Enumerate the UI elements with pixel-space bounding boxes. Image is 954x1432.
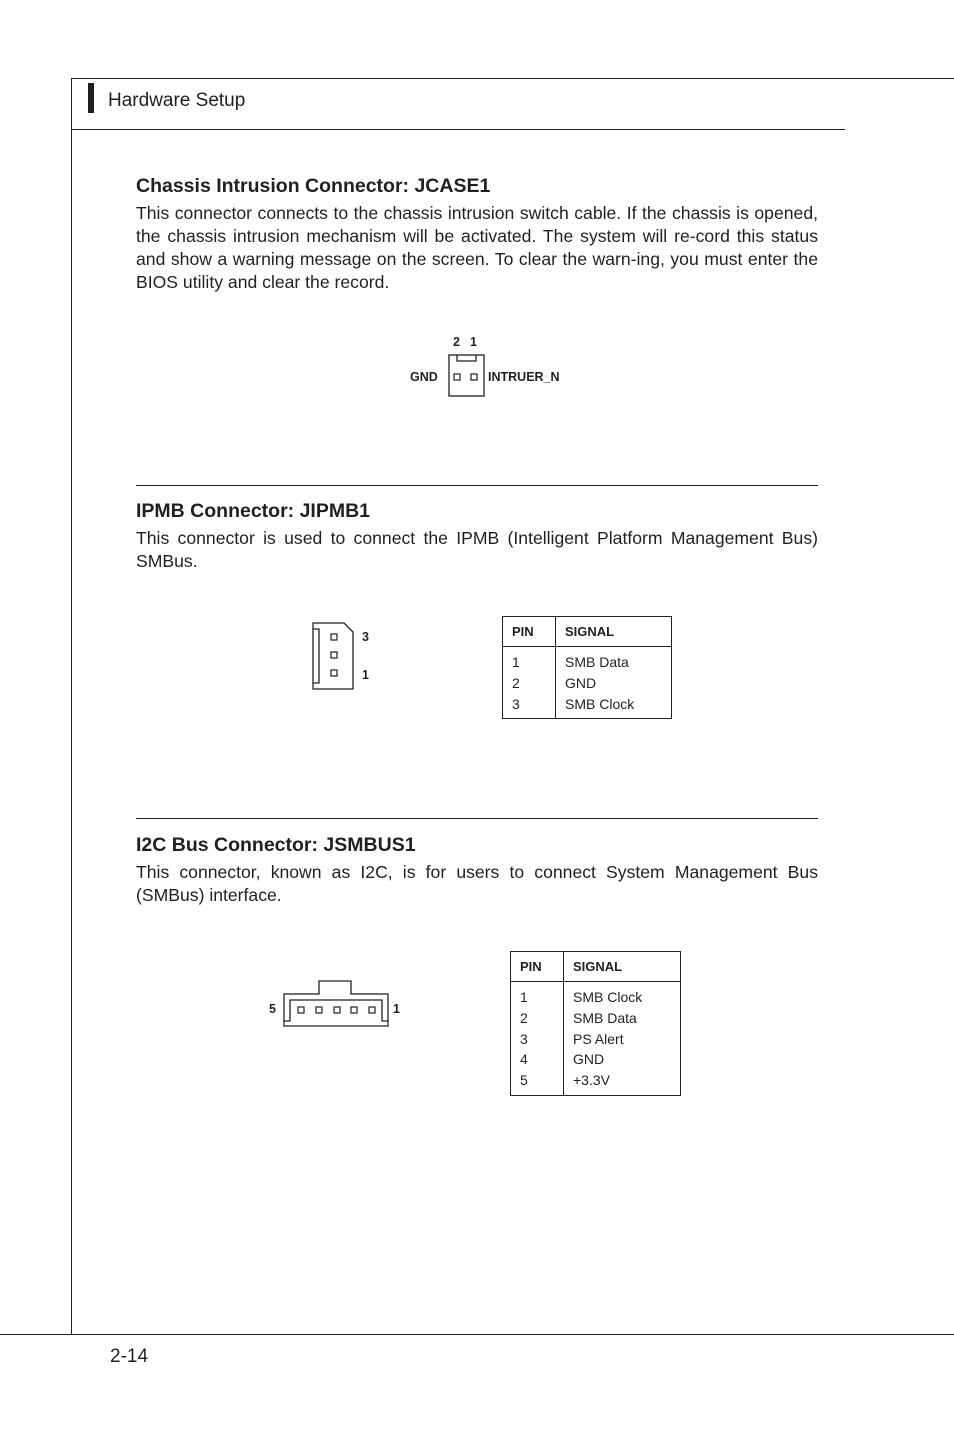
- smbus-pin-table: [510, 951, 681, 1096]
- pin-cell: 3: [512, 695, 520, 712]
- signal-cell: SMB Clock: [565, 695, 635, 712]
- signal-cell: SMB Data: [573, 1009, 637, 1026]
- signal-cell: SMB Data: [565, 654, 629, 670]
- ipmb-pin-label-1: 1: [362, 668, 369, 682]
- footer-rule: [0, 1334, 954, 1335]
- section-body-jcase: This connector connects to the chassis intrusion switch cable. If the chassis is opened, the chassis intrusion mechanism will be activated. The system will re-cord this status and show a warning message on the screen. To clear the warn-ing, you must enter the BIOS utility and clear the record.: [136, 203, 818, 292]
- jcase-connector-diagram: [446, 352, 488, 400]
- section-title-jcase: Chassis Intrusion Connector: JCASE1: [136, 175, 491, 197]
- pin-column-header: PIN: [511, 952, 564, 982]
- signal-column-header: SIGNAL: [556, 617, 672, 647]
- header-title: Hardware Setup: [108, 90, 246, 111]
- header-top-rule: [71, 78, 954, 79]
- smbus-pin-label-5: 5: [269, 1002, 276, 1016]
- signal-cell: PS Alert: [573, 1030, 624, 1047]
- pin-cell: 2: [512, 674, 520, 691]
- section-body-smbus: This connector, known as I2C, is for users to connect System Management Bus (SMBus) interface.: [136, 862, 818, 905]
- pin-cell: 3: [520, 1030, 528, 1047]
- pin-cell: 1: [512, 654, 520, 670]
- pin-cell: 5: [520, 1072, 528, 1089]
- section-title-ipmb: IPMB Connector: JIPMB1: [136, 500, 371, 522]
- page-margin-rule: [71, 78, 72, 1335]
- pin-cell: 2: [520, 1009, 528, 1026]
- pin-column-header: PIN: [503, 617, 556, 647]
- header-marker-bar: [88, 83, 94, 113]
- pin-column: [503, 647, 556, 719]
- header-bottom-rule: [71, 129, 845, 130]
- section-divider: [136, 485, 818, 486]
- page-number: 2-14: [110, 1346, 149, 1367]
- signal-column: [556, 647, 672, 719]
- smbus-connector-diagram: [281, 978, 391, 1029]
- ipmb-pin-label-3: 3: [362, 630, 369, 644]
- jcase-intruder-label: INTRUER_N: [488, 370, 560, 384]
- section-body-ipmb: This connector is used to connect the IPMB (Intelligent Platform Management Bus) SMBus.: [136, 528, 818, 571]
- jcase-pin-label-1: 1: [470, 335, 477, 349]
- section-title-smbus: I2C Bus Connector: JSMBUS1: [136, 834, 416, 856]
- smbus-pin-label-1: 1: [393, 1002, 400, 1016]
- jcase-gnd-label: GND: [410, 370, 438, 384]
- signal-cell: GND: [573, 1051, 605, 1068]
- pin-column: [511, 982, 564, 1096]
- section-divider: [136, 818, 818, 819]
- signal-cell: GND: [565, 674, 597, 691]
- ipmb-connector-diagram: [310, 620, 356, 692]
- pin-cell: 4: [520, 1051, 528, 1068]
- signal-column-header: SIGNAL: [564, 952, 681, 982]
- jcase-pin-label-2: 2: [453, 335, 460, 349]
- pin-cell: 1: [520, 989, 528, 1005]
- signal-column: [564, 982, 681, 1096]
- signal-cell: SMB Clock: [573, 989, 643, 1005]
- ipmb-pin-table: [502, 616, 672, 719]
- signal-cell: +3.3V: [573, 1072, 610, 1089]
